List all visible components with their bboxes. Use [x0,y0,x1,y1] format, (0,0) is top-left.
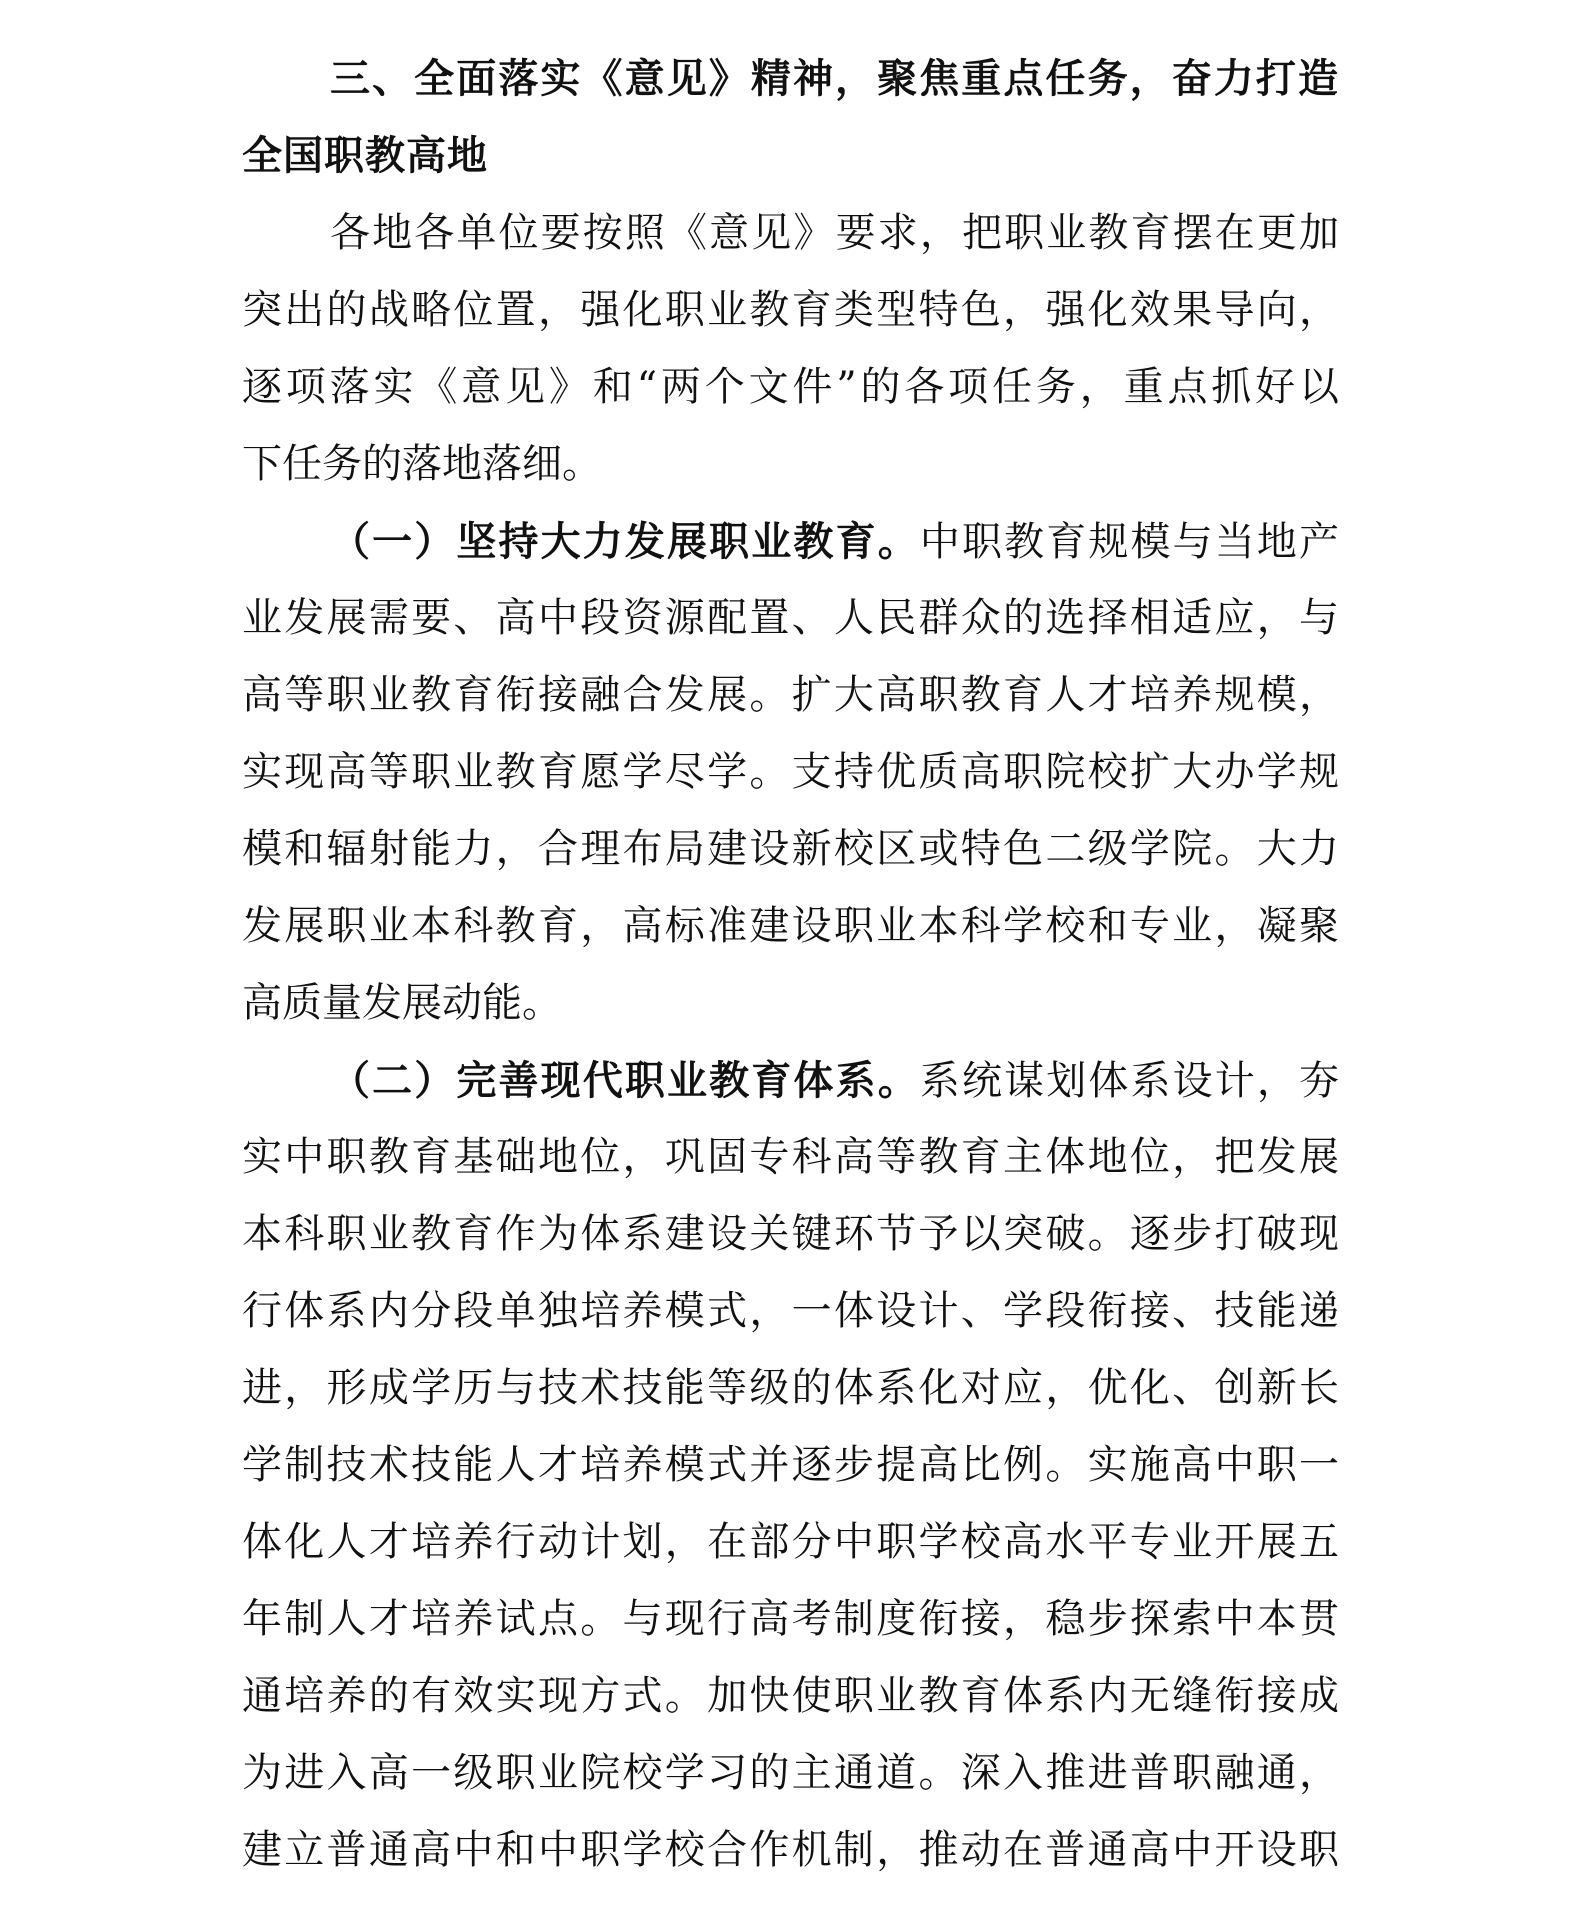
text-line [242,811,1339,888]
text-line [242,1196,1339,1273]
text-line [242,41,1339,118]
line-text: 实中职教育基础地位，巩固专科高等教育主体地位，把发展 [242,1134,1339,1180]
text-line [242,195,1339,272]
line-text: 学制技术技能人才培养模式并逐步提高比例。实施高中职一 [242,1442,1339,1488]
line-text: 系统谋划体系设计，夯 [919,1058,1339,1104]
line-text: 本科职业教育作为体系建设关键环节予以突破。逐步打破现 [242,1211,1339,1257]
line-text: 建立普通高中和中职学校合作机制，推动在普通高中开设职 [242,1827,1339,1873]
line-text: 各地各单位要按照《意见》要求，把职业教育摆在更加 [330,210,1339,256]
line-text: 下任务的落地落细。 [242,441,602,487]
line-text: 业发展需要、高中段资源配置、人民群众的选择相适应，与 [242,595,1339,641]
text-line [242,503,1339,580]
line-text: 体化人才培养行动计划，在部分中职学校高水平专业开展五 [242,1519,1339,1565]
text-line [242,118,1339,195]
line-text: 年制人才培养试点。与现行高考制度衔接，稳步探索中本贯 [242,1596,1339,1642]
line-text: 三、全面落实《意见》精神，聚焦重点任务，奋力打造 [330,56,1339,102]
line-text: 行体系内分段单独培养模式，一体设计、学段衔接、技能递 [242,1288,1339,1334]
document-page [242,41,1339,1889]
subsection-title: （二）完善现代职业教育体系。 [330,1057,920,1104]
text-line [242,272,1339,349]
text-line [242,1273,1339,1350]
line-text: 全国职教高地 [242,133,488,179]
text-line [242,1042,1339,1119]
text-line [242,349,1339,426]
line-text: 高质量发展动能。 [242,980,562,1026]
line-text: 发展职业本科教育，高标准建设职业本科学校和专业，凝聚 [242,903,1339,949]
text-line [242,1581,1339,1658]
text-line [242,734,1339,811]
line-text: 高等职业教育衔接融合发展。扩大高职教育人才培养规模， [242,672,1339,718]
line-text: 突出的战略位置，强化职业教育类型特色，强化效果导向， [242,287,1339,333]
text-line [242,1735,1339,1812]
paragraph [242,1042,1339,1889]
text-line [242,1812,1339,1889]
line-text: 进，形成学历与技术技能等级的体系化对应，优化、创新长 [242,1365,1339,1411]
line-text: 中职教育规模与当地产 [919,519,1339,565]
line-text: 通培养的有效实现方式。加快使职业教育体系内无缝衔接成 [242,1673,1339,1719]
line-text: 实现高等职业教育愿学尽学。支持优质高职院校扩大办学规 [242,749,1339,795]
text-line [242,1658,1339,1735]
text-line [242,1504,1339,1581]
text-line [242,426,1339,503]
section-heading [242,41,1339,195]
text-line [242,888,1339,965]
text-line [242,580,1339,657]
text-line [242,1119,1339,1196]
text-line [242,1350,1339,1427]
text-line [242,1427,1339,1504]
line-text: 为进入高一级职业院校学习的主通道。深入推进普职融通， [242,1750,1339,1796]
line-text: 模和辐射能力，合理布局建设新校区或特色二级学院。大力 [242,826,1339,872]
paragraph [242,195,1339,503]
paragraph [242,503,1339,1042]
text-line [242,965,1339,1042]
text-line [242,657,1339,734]
subsection-title: （一）坚持大力发展职业教育。 [330,518,920,565]
line-text: 逐项落实《意见》和“两个文件”的各项任务，重点抓好以 [242,364,1339,410]
